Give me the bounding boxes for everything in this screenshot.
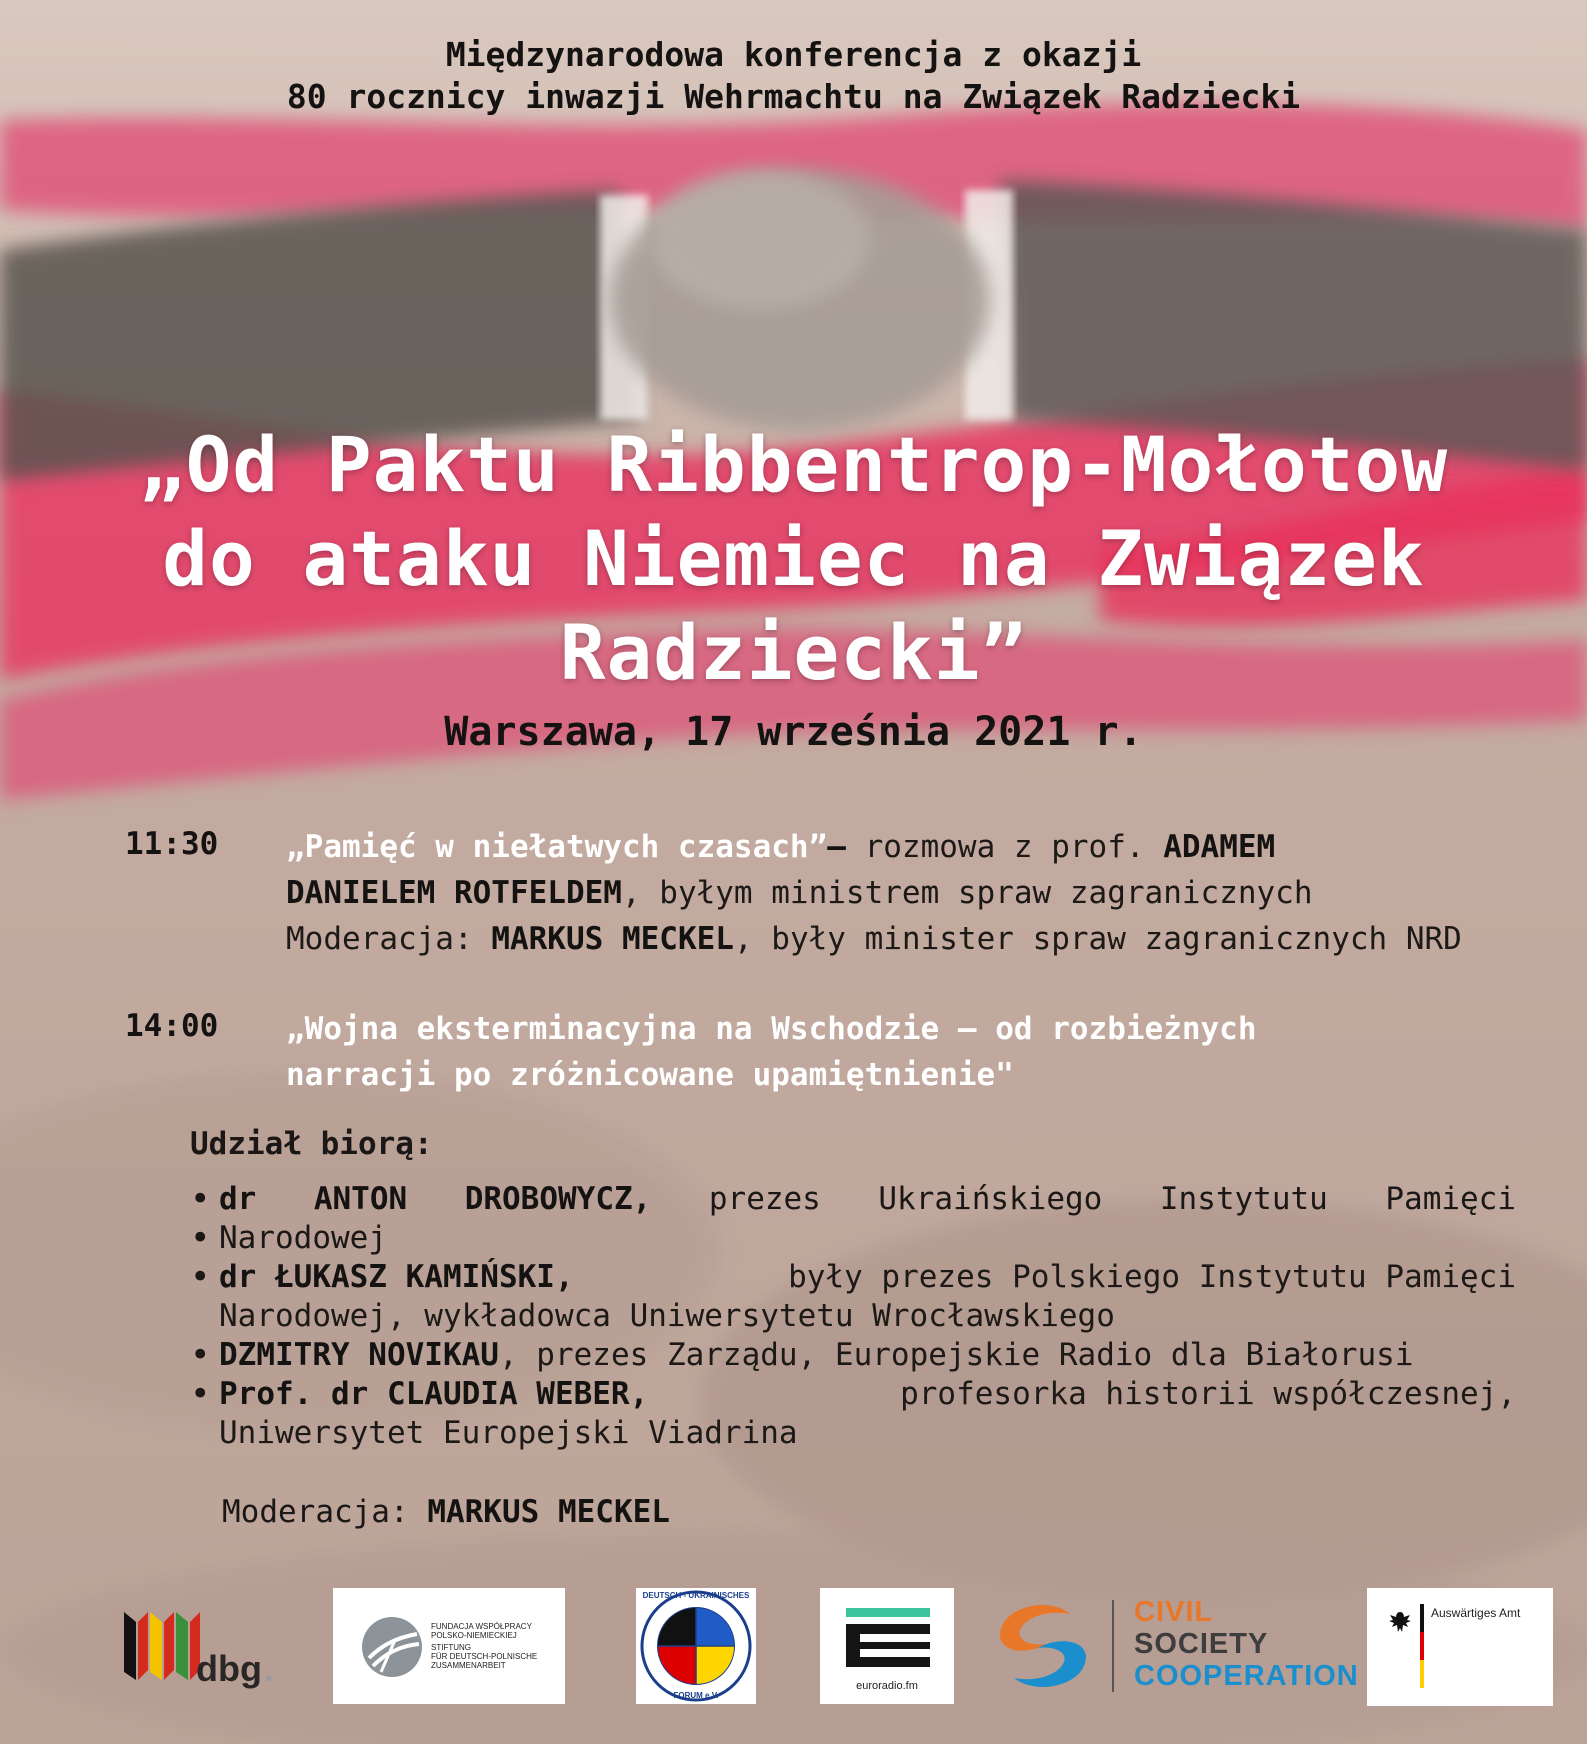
federal-eagle-icon	[1387, 1610, 1413, 1636]
agenda-item-1-guest-last: DANIELEM ROTFELDEM	[286, 875, 622, 911]
participant-role-cont: Narodowej	[219, 1220, 387, 1256]
society-word: SOCIETY	[1134, 1628, 1269, 1660]
participant-role: , prezes Zarządu, Europejskie Radio dla Białorusi	[498, 1337, 1414, 1373]
dbg-text: dbg	[196, 1648, 262, 1689]
conference-title	[60, 418, 1527, 700]
agenda-time-1: 11:30	[125, 826, 219, 862]
subtitle-line-2: 80 rocznicy inwazji Wehrmachtu na Związek Radziecki	[286, 77, 1301, 116]
agenda-item-1-line-2	[286, 870, 1313, 916]
participant-role: były prezes Polskiego Instytutu Pamięci	[769, 1259, 1516, 1295]
agenda-item-2-topic-line-1	[286, 1006, 1257, 1052]
fwpn-emblem-icon	[361, 1616, 423, 1678]
bullet-icon: •	[190, 1335, 211, 1375]
forum-top-text: DEUTSCH - UKRAINISCHES	[642, 1591, 750, 1600]
participant-item	[188, 1336, 1516, 1375]
agenda-item-1-line-1	[286, 824, 1275, 870]
participant-block-2	[188, 1258, 1516, 1453]
fwpn-line: POLSKO-NIEMIECKIEJ	[431, 1631, 517, 1640]
participants-list	[188, 1180, 1516, 1258]
moderator-role: , były minister spraw zagranicznych NRD	[733, 921, 1462, 957]
dbg-flag-icon	[122, 1602, 204, 1682]
agenda-item-1-text: rozmowa z prof.	[845, 829, 1164, 865]
participant-item	[188, 1375, 1516, 1414]
agenda-item-1-guest-first: ADAMEM	[1163, 829, 1276, 865]
participant-item-cont	[188, 1219, 1516, 1258]
title-line-2: do ataku Niemiec na Związek	[162, 514, 1425, 603]
fwpn-line: FÜR DEUTSCH-POLNISCHE	[431, 1652, 538, 1661]
bullet-icon: •	[190, 1374, 211, 1414]
fwpn-text	[431, 1622, 537, 1670]
auswaertiges-amt-logo	[1367, 1588, 1553, 1706]
moderator-name: MARKUS MECKEL	[491, 921, 734, 957]
forum-bottom-text: FORUM e.V.	[673, 1691, 719, 1700]
euroradio-logo	[820, 1588, 954, 1704]
participant-name: Prof. dr CLAUDIA WEBER,	[219, 1376, 649, 1412]
participant-name: dr ANTON DROBOWYCZ,	[219, 1181, 652, 1217]
forum-emblem-icon	[636, 1588, 756, 1704]
dbg-logo	[122, 1598, 282, 1698]
title-line-3: Radziecki”	[559, 608, 1028, 697]
auswaertiges-amt-text: Auswärtiges Amt	[1431, 1606, 1521, 1620]
deutsch-ukrainisches-forum-logo	[636, 1588, 756, 1704]
moderation-label: Moderacja:	[222, 1494, 428, 1530]
participant-item	[188, 1180, 1516, 1219]
civil-society-swirl-icon	[990, 1596, 1094, 1696]
agenda-item-1-moderation	[286, 916, 1462, 962]
bullet-icon: •	[190, 1257, 211, 1297]
euroradio-bar-green	[846, 1608, 930, 1617]
agenda-item-2-topic: „Wojna eksterminacyjna na Wschodzie – od rozbieżnych	[286, 1011, 1257, 1047]
flag-stripe-gold	[1420, 1660, 1424, 1688]
agenda-item-1-guest-role: , byłym ministrem spraw zagranicznych	[621, 875, 1313, 911]
flag-stripe-black	[1420, 1604, 1424, 1632]
fwpn-line: FUNDACJA WSPÓŁPRACY	[431, 1622, 532, 1631]
fwpn-line: STIFTUNG	[431, 1643, 471, 1652]
civil-society-text	[1134, 1596, 1359, 1692]
participant-name: DZMITRY NOVIKAU	[219, 1337, 499, 1373]
flag-stripe-red	[1420, 1632, 1424, 1660]
agenda-item-2-topic-line-2	[286, 1052, 1014, 1098]
event-date: Warszawa, 17 września 2021 r.	[444, 709, 1143, 755]
participant-name: dr ŁUKASZ KAMIŃSKI,	[219, 1259, 574, 1295]
civil-society-cooperation-logo	[990, 1596, 1359, 1696]
participant-role: profesorka historii współczesnej,	[881, 1376, 1516, 1412]
final-moderation	[222, 1494, 670, 1530]
conference-subtitle	[0, 34, 1587, 118]
participant-role-cont: Narodowej, wykładowca Uniwersytetu Wrocławskiego	[219, 1298, 1115, 1334]
participant-role: prezes Ukraińskiego Instytutu Pamięci	[651, 1181, 1517, 1217]
participants-heading: Udział biorą:	[190, 1126, 433, 1162]
agenda-item-2-topic-cont: narracji po zróżnicowane upamiętnienie"	[286, 1057, 1014, 1093]
subtitle-line-1: Międzynarodowa konferencja z okazji	[445, 35, 1142, 74]
participant-item	[188, 1258, 1516, 1297]
fwpn-line: ZUSAMMENARBEIT	[431, 1661, 506, 1670]
title-line-1: „Od Paktu Ribbentrop-Mołotow	[138, 420, 1449, 509]
moderation-label: Moderacja:	[286, 921, 492, 957]
participant-role-cont: Uniwersytet Europejski Viadrina	[219, 1415, 798, 1451]
agenda-item-1-dash: –	[827, 829, 846, 865]
fwpn-logo	[333, 1588, 565, 1704]
euroradio-text: euroradio.fm	[856, 1680, 918, 1692]
logo-divider	[1112, 1600, 1114, 1692]
agenda-time-2: 14:00	[125, 1008, 219, 1044]
civil-word: CIVIL	[1134, 1596, 1214, 1628]
dbg-dot: .	[264, 1648, 275, 1689]
cooperation-word: COOPERATION	[1134, 1660, 1359, 1692]
moderator-name: MARKUS MECKEL	[427, 1494, 670, 1530]
euroradio-mark-icon	[846, 1624, 930, 1667]
agenda-item-1-topic: „Pamięć w niełatwych czasach”	[286, 829, 828, 865]
